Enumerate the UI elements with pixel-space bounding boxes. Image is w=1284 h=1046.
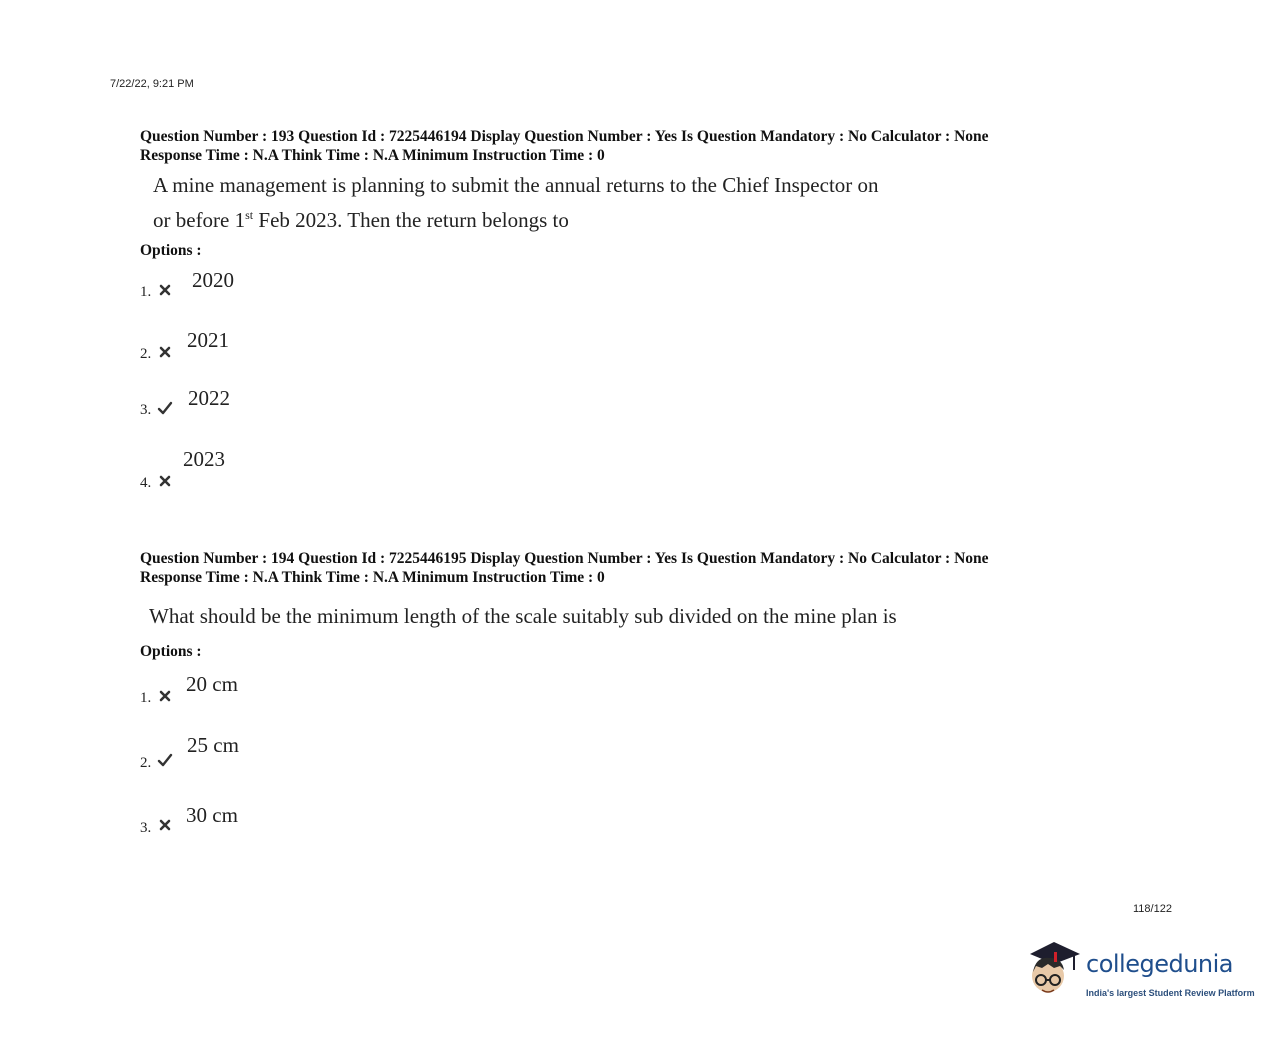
logo-wordmark: collegedunia — [1086, 950, 1234, 978]
cross-icon — [158, 474, 172, 488]
option-number: 4. — [140, 475, 152, 491]
question-meta: Question Number : 194 Question Id : 7225446195 Display Question Number : Yes Is Question Mandatory : No Calculator : None — [140, 550, 989, 567]
option-text: 30 cm — [186, 803, 238, 827]
option-number: 2. — [140, 346, 152, 362]
option-number: 3. — [140, 820, 152, 836]
option-number: 2. — [140, 755, 152, 771]
option-number: 3. — [140, 402, 152, 418]
cross-icon — [158, 283, 172, 297]
cross-icon — [158, 818, 172, 832]
question-text: A mine management is planning to submit the annual returns to the Chief Inspector on — [153, 173, 879, 197]
option-text: 20 cm — [186, 672, 238, 696]
options-label: Options : — [140, 242, 202, 259]
option-text: 25 cm — [187, 733, 239, 757]
check-icon — [157, 753, 171, 767]
options-label: Options : — [140, 643, 202, 660]
collegedunia-logo — [1024, 938, 1254, 1010]
page-number: 118/122 — [1133, 903, 1172, 915]
cross-icon — [158, 345, 172, 359]
print-timestamp: 7/22/22, 9:21 PM — [110, 78, 194, 90]
question-meta: Response Time : N.A Think Time : N.A Minimum Instruction Time : 0 — [140, 147, 605, 164]
logo-tagline: India's largest Student Review Platform — [1086, 988, 1255, 998]
question-text: What should be the minimum length of the scale suitably sub divided on the mine plan is — [149, 604, 897, 628]
question-meta: Response Time : N.A Think Time : N.A Minimum Instruction Time : 0 — [140, 569, 605, 586]
option-text: 2021 — [187, 328, 229, 352]
option-text: 2020 — [192, 268, 234, 292]
option-number: 1. — [140, 284, 152, 300]
question-meta: Question Number : 193 Question Id : 7225446194 Display Question Number : Yes Is Question Mandatory : No Calculator : None — [140, 128, 989, 145]
check-icon — [157, 401, 171, 415]
option-text: 2023 — [183, 447, 225, 471]
cross-icon — [158, 689, 172, 703]
option-text: 2022 — [188, 386, 230, 410]
question-text: or before 1st Feb 2023. Then the return belongs to — [153, 208, 569, 232]
option-number: 1. — [140, 690, 152, 706]
mascot-icon — [1024, 938, 1084, 1010]
